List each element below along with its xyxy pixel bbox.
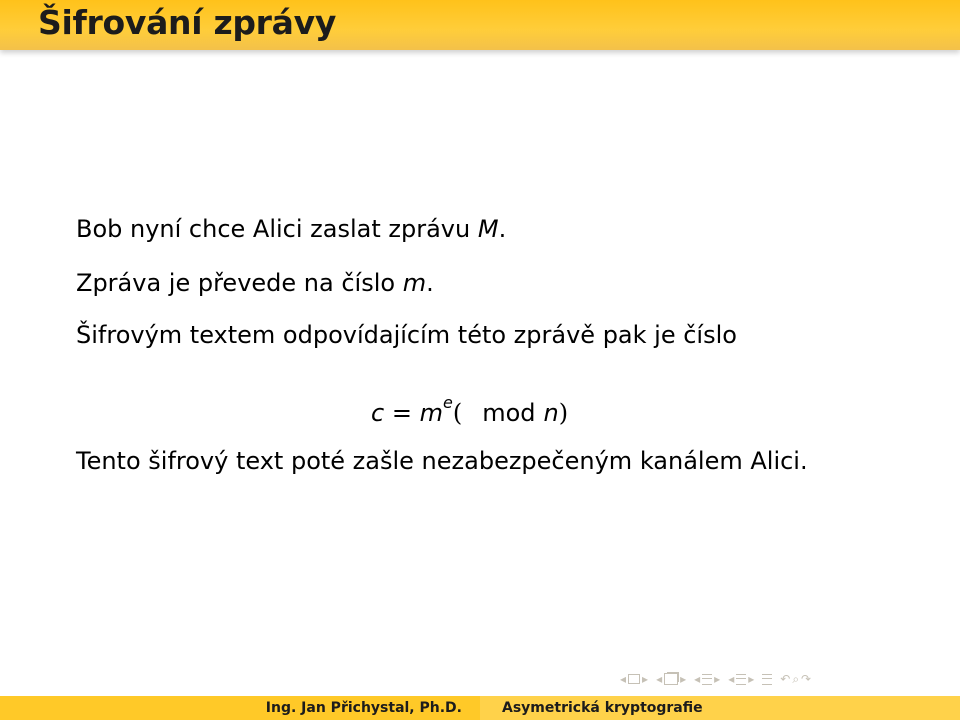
- footer-author-box: [0, 696, 480, 720]
- search-icon[interactable]: ⌕: [792, 671, 800, 686]
- footer-title-box: [480, 696, 960, 720]
- nav-right-arrow-icon[interactable]: ▸: [680, 672, 687, 686]
- toc-nav[interactable]: [762, 674, 772, 685]
- nav-left-arrow-icon[interactable]: ◂: [728, 672, 735, 686]
- nav-right-arrow-icon[interactable]: ▸: [714, 672, 721, 686]
- encryption-formula: $c = m^e$( mod n): [371, 393, 569, 427]
- body-line-4: Tento šifrový text poté zašle nezabezpečeným kanálem Alici.: [76, 447, 808, 475]
- body-line-2: Zpráva je převede na číslo m.: [76, 269, 434, 297]
- nav-left-arrow-icon[interactable]: ◂: [620, 672, 627, 686]
- nav-left-arrow-icon[interactable]: ◂: [656, 672, 663, 686]
- subsubsection-nav[interactable]: [728, 672, 754, 686]
- body-line-1: Bob nyní chce Alici zaslat zprávu M.: [76, 215, 507, 243]
- footer-talk-title: Asymetrická kryptografie: [502, 700, 703, 716]
- redo-icon[interactable]: ↷: [801, 672, 812, 686]
- footer-author: Ing. Jan Přichystal, Ph.D.: [265, 700, 462, 716]
- section-icon[interactable]: [702, 674, 712, 685]
- slide-title: Šifrování zprávy: [38, 3, 337, 42]
- body-line-3: Šifrovým textem odpovídajícím této zprávě pak je číslo: [76, 321, 737, 349]
- subsection-icon[interactable]: [664, 673, 678, 685]
- nav-right-arrow-icon[interactable]: ▸: [748, 672, 755, 686]
- subsection-nav[interactable]: [656, 672, 686, 686]
- nav-left-arrow-icon[interactable]: ◂: [694, 672, 701, 686]
- section-icon[interactable]: [736, 674, 746, 685]
- frame-box-icon[interactable]: [628, 674, 640, 684]
- frame-nav[interactable]: [620, 672, 648, 686]
- nav-right-arrow-icon[interactable]: ▸: [642, 672, 649, 686]
- slide-title-bar: [0, 0, 960, 50]
- search-nav[interactable]: [780, 672, 811, 687]
- beamer-navigation-bar: [620, 668, 955, 690]
- undo-icon[interactable]: ↶: [780, 672, 791, 686]
- toc-icon[interactable]: [762, 674, 772, 685]
- slide-footer: [0, 696, 960, 720]
- section-nav[interactable]: [694, 672, 720, 686]
